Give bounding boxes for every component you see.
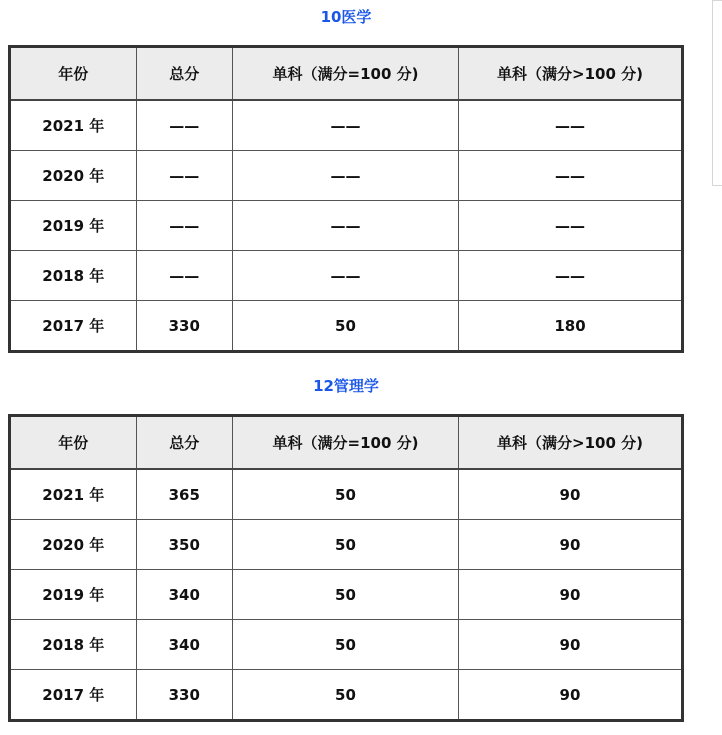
cell-total: 340 bbox=[136, 570, 232, 620]
cell-single-100: 50 bbox=[232, 520, 458, 570]
table-header-row bbox=[10, 416, 683, 470]
score-table-management bbox=[8, 414, 684, 722]
cell-year: 2018 年 bbox=[10, 251, 137, 301]
table-row bbox=[10, 670, 683, 721]
cell-single-100: —— bbox=[232, 201, 458, 251]
table-row bbox=[10, 520, 683, 570]
cell-single-over-100: —— bbox=[458, 151, 682, 201]
table-row bbox=[10, 100, 683, 151]
header-year: 年份 bbox=[10, 416, 137, 470]
cell-single-over-100: 90 bbox=[458, 620, 682, 670]
table-row bbox=[10, 620, 683, 670]
cell-single-over-100: 90 bbox=[458, 570, 682, 620]
header-total: 总分 bbox=[136, 47, 232, 101]
table-row bbox=[10, 151, 683, 201]
cell-total: 365 bbox=[136, 469, 232, 520]
table-row bbox=[10, 570, 683, 620]
cell-single-100: 50 bbox=[232, 469, 458, 520]
cell-year: 2017 年 bbox=[10, 670, 137, 721]
header-total: 总分 bbox=[136, 416, 232, 470]
table-row bbox=[10, 469, 683, 520]
cell-single-over-100: 90 bbox=[458, 520, 682, 570]
cell-single-over-100: —— bbox=[458, 251, 682, 301]
cell-single-over-100: —— bbox=[458, 100, 682, 151]
header-single-over-100: 单科（满分>100 分) bbox=[458, 416, 682, 470]
cell-year: 2018 年 bbox=[10, 620, 137, 670]
header-single-100: 单科（满分=100 分) bbox=[232, 47, 458, 101]
cell-year: 2017 年 bbox=[10, 301, 137, 352]
cell-year: 2019 年 bbox=[10, 570, 137, 620]
cell-single-100: 50 bbox=[232, 301, 458, 352]
cell-single-100: 50 bbox=[232, 570, 458, 620]
cell-single-over-100: 180 bbox=[458, 301, 682, 352]
cell-single-100: 50 bbox=[232, 620, 458, 670]
cell-year: 2021 年 bbox=[10, 469, 137, 520]
cell-total: —— bbox=[136, 151, 232, 201]
cell-year: 2020 年 bbox=[10, 520, 137, 570]
section-title-medicine: 10医学 bbox=[320, 8, 372, 26]
side-panel-frame bbox=[712, 0, 722, 186]
table-header-row bbox=[10, 47, 683, 101]
cell-total: —— bbox=[136, 251, 232, 301]
cell-total: —— bbox=[136, 100, 232, 151]
cell-year: 2020 年 bbox=[10, 151, 137, 201]
table-row bbox=[10, 301, 683, 352]
cell-total: 330 bbox=[136, 670, 232, 721]
score-table-medicine bbox=[8, 45, 684, 353]
cell-total: 340 bbox=[136, 620, 232, 670]
cell-single-100: —— bbox=[232, 251, 458, 301]
table-row bbox=[10, 251, 683, 301]
cell-total: 330 bbox=[136, 301, 232, 352]
cell-single-over-100: 90 bbox=[458, 469, 682, 520]
header-single-100: 单科（满分=100 分) bbox=[232, 416, 458, 470]
cell-total: —— bbox=[136, 201, 232, 251]
cell-single-100: 50 bbox=[232, 670, 458, 721]
cell-single-100: —— bbox=[232, 100, 458, 151]
cell-total: 350 bbox=[136, 520, 232, 570]
cell-year: 2019 年 bbox=[10, 201, 137, 251]
cell-single-over-100: —— bbox=[458, 201, 682, 251]
table-row bbox=[10, 201, 683, 251]
section-title-management: 12管理学 bbox=[313, 377, 379, 395]
header-single-over-100: 单科（满分>100 分) bbox=[458, 47, 682, 101]
cell-year: 2021 年 bbox=[10, 100, 137, 151]
cell-single-over-100: 90 bbox=[458, 670, 682, 721]
header-year: 年份 bbox=[10, 47, 137, 101]
cell-single-100: —— bbox=[232, 151, 458, 201]
